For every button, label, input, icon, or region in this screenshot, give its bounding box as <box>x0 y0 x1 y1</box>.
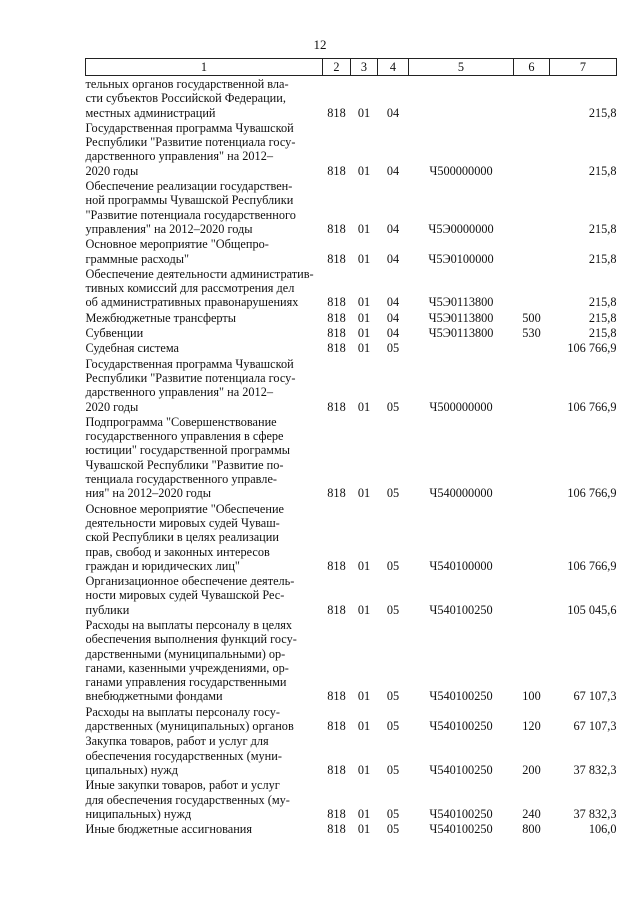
expense-type-cell <box>514 414 550 501</box>
expense-type-cell <box>514 356 550 414</box>
table-row <box>86 617 617 704</box>
expense-type-cell: 240 <box>522 806 541 821</box>
row-name-cell <box>86 76 323 120</box>
section-code-cell: 01 <box>357 558 371 573</box>
admin-code-cell: 818 <box>327 341 346 356</box>
row-name-line: Организационное обеспечение деятель- <box>85 574 295 589</box>
row-name-line: Основное мероприятие "Общепро- <box>85 237 269 252</box>
target-item-cell: Ч5Э0113800 <box>428 326 494 341</box>
target-item-cell: Ч5Э0000000 <box>428 221 494 236</box>
admin-code-cell: 818 <box>327 806 346 821</box>
row-name-line: публики <box>85 602 130 617</box>
row-name-line: деятельности мировых судей Чуваш- <box>85 515 280 530</box>
row-name-line: Расходы на выплаты персоналу госу- <box>85 704 280 719</box>
expense-type-cell <box>514 340 550 355</box>
target-item-cell: Ч540100250 <box>429 822 493 837</box>
table-row <box>86 573 617 617</box>
subsection-code-cell: 05 <box>386 486 400 501</box>
section-code-cell: 01 <box>357 602 371 617</box>
row-name-line: внебюджетными фондами <box>85 689 223 704</box>
target-item-cell: Ч500000000 <box>429 163 493 178</box>
amount-cell: 215,8 <box>588 310 617 325</box>
header-cell: 6 <box>514 59 550 76</box>
subsection-code-cell: 05 <box>386 689 400 704</box>
row-name-line: обеспечения государственных (муни- <box>85 748 282 763</box>
admin-code-cell: 818 <box>327 326 346 341</box>
amount-cell: 215,8 <box>588 105 617 120</box>
table-row <box>86 120 617 178</box>
header-cell: 2 <box>323 59 351 76</box>
subsection-code-cell: 04 <box>386 221 400 236</box>
row-name-line: Межбюджетные трансферты <box>85 310 237 325</box>
target-item-cell: Ч540100250 <box>429 719 493 734</box>
row-name-line: ния" на 2012–2020 годы <box>85 486 211 501</box>
table-row <box>86 704 617 734</box>
row-name-cell <box>86 821 323 836</box>
row-name-line: Подпрограмма "Совершенствование <box>85 414 277 429</box>
amount-cell: 106 766,9 <box>567 558 617 573</box>
amount-cell: 215,8 <box>588 251 617 266</box>
row-name-line: ганами, казенными учреждениями, ор- <box>85 660 289 675</box>
amount-cell: 106 766,9 <box>567 341 617 356</box>
row-name-cell <box>86 178 323 236</box>
row-name-line: граждан и юридических лиц" <box>85 558 240 573</box>
expense-type-cell: 100 <box>522 689 541 704</box>
row-name-line: Государственная программа Чувашской <box>85 120 294 135</box>
subsection-code-cell: 04 <box>386 105 400 120</box>
table-body <box>86 76 617 837</box>
subsection-code-cell: 04 <box>386 326 400 341</box>
row-name-line: об административных правонарушениях <box>85 295 299 310</box>
amount-cell: 106 766,9 <box>567 486 617 501</box>
admin-code-cell: 818 <box>327 221 346 236</box>
subsection-code-cell: 05 <box>386 341 400 356</box>
expense-type-cell <box>514 501 550 573</box>
row-name-cell <box>86 414 323 501</box>
admin-code-cell: 818 <box>327 719 346 734</box>
header-row <box>86 59 617 76</box>
target-item-cell: Ч5Э0113800 <box>428 295 494 310</box>
row-name-line: 2020 годы <box>85 399 139 414</box>
table-row <box>86 414 617 501</box>
subsection-code-cell: 05 <box>386 602 400 617</box>
target-item-cell: Ч500000000 <box>429 399 493 414</box>
header-cell: 5 <box>409 59 514 76</box>
row-name-cell <box>86 573 323 617</box>
row-name-line: ниципальных) нужд <box>85 806 192 821</box>
table-row <box>86 777 617 821</box>
section-code-cell: 01 <box>357 341 371 356</box>
subsection-code-cell: 04 <box>386 251 400 266</box>
table-row <box>86 340 617 355</box>
row-name-line: сти субъектов Российской Федерации, <box>85 91 286 106</box>
row-name-line: юстиции" государственной программы <box>85 443 291 458</box>
table-row <box>86 356 617 414</box>
table-row <box>86 821 617 836</box>
admin-code-cell: 818 <box>327 486 346 501</box>
amount-cell: 215,8 <box>588 163 617 178</box>
target-item-cell: Ч540100250 <box>429 602 493 617</box>
section-code-cell: 01 <box>357 486 371 501</box>
table-row <box>86 733 617 777</box>
section-code-cell: 01 <box>357 762 371 777</box>
row-name-line: Иные бюджетные ассигнования <box>85 822 253 837</box>
row-name-cell <box>86 356 323 414</box>
row-name-cell <box>86 617 323 704</box>
table-row <box>86 266 617 310</box>
target-item-cell <box>409 340 514 355</box>
row-name-cell <box>86 733 323 777</box>
table-row <box>86 310 617 325</box>
expense-type-cell <box>514 236 550 266</box>
admin-code-cell: 818 <box>327 762 346 777</box>
section-code-cell: 01 <box>357 822 371 837</box>
row-name-line: ципальных) нужд <box>85 762 179 777</box>
subsection-code-cell: 05 <box>386 558 400 573</box>
row-name-line: государственного управления в сфере <box>85 429 284 444</box>
expense-type-cell <box>514 178 550 236</box>
row-name-line: Обеспечение реализации государствен- <box>85 179 293 194</box>
row-name-line: Государственная программа Чувашской <box>85 356 294 371</box>
expense-type-cell: 530 <box>522 326 541 341</box>
expense-type-cell <box>514 266 550 310</box>
row-name-line: ганами управления государственными <box>85 675 287 690</box>
row-name-cell <box>86 266 323 310</box>
target-item-cell: Ч5Э0113800 <box>428 310 494 325</box>
row-name-line: ской Республики в целях реализации <box>85 530 279 545</box>
table-row <box>86 178 617 236</box>
section-code-cell: 01 <box>357 806 371 821</box>
row-name-line: Судебная система <box>85 341 179 356</box>
section-code-cell: 01 <box>357 326 371 341</box>
section-code-cell: 01 <box>357 310 371 325</box>
table-row <box>86 501 617 573</box>
amount-cell: 106 766,9 <box>567 399 617 414</box>
amount-cell: 215,8 <box>588 295 617 310</box>
amount-cell: 37 832,3 <box>573 762 617 777</box>
row-name-line: ности мировых судей Чувашской Рес- <box>85 588 285 603</box>
header-cell: 1 <box>86 59 323 76</box>
subsection-code-cell: 05 <box>386 399 400 414</box>
header-cell: 3 <box>351 59 378 76</box>
expense-type-cell <box>514 573 550 617</box>
admin-code-cell: 818 <box>327 822 346 837</box>
row-name-line: "Развитие потенциала государственного <box>85 207 296 222</box>
row-name-cell <box>86 120 323 178</box>
row-name-cell <box>86 236 323 266</box>
row-name-cell <box>86 501 323 573</box>
row-name-cell <box>86 777 323 821</box>
subsection-code-cell: 05 <box>386 762 400 777</box>
row-name-line: Закупка товаров, работ и услуг для <box>85 734 269 749</box>
row-name-line: прав, свобод и законных интересов <box>85 544 270 559</box>
admin-code-cell: 818 <box>327 602 346 617</box>
section-code-cell: 01 <box>357 719 371 734</box>
row-name-line: тельных органов государственной вла- <box>85 77 289 91</box>
section-code-cell: 01 <box>357 295 371 310</box>
section-code-cell: 01 <box>357 221 371 236</box>
subsection-code-cell: 04 <box>386 163 400 178</box>
subsection-code-cell: 04 <box>386 310 400 325</box>
admin-code-cell: 818 <box>327 689 346 704</box>
subsection-code-cell: 04 <box>386 295 400 310</box>
row-name-cell <box>86 704 323 734</box>
subsection-code-cell: 05 <box>386 806 400 821</box>
amount-cell: 67 107,3 <box>573 689 617 704</box>
section-code-cell: 01 <box>357 163 371 178</box>
section-code-cell: 01 <box>357 105 371 120</box>
admin-code-cell: 818 <box>327 310 346 325</box>
expense-type-cell: 500 <box>522 310 541 325</box>
target-item-cell <box>409 76 514 120</box>
row-name-line: дарственными (муниципальными) ор- <box>85 646 286 661</box>
subsection-code-cell: 05 <box>386 719 400 734</box>
target-item-cell: Ч540100000 <box>429 558 493 573</box>
amount-cell: 106,0 <box>588 822 617 837</box>
amount-cell: 37 832,3 <box>573 806 617 821</box>
row-name-line: Республики "Развитие потенциала госу- <box>85 135 296 150</box>
admin-code-cell: 818 <box>327 399 346 414</box>
row-name-line: 2020 годы <box>85 163 139 178</box>
target-item-cell: Ч540100250 <box>429 762 493 777</box>
table-row <box>86 76 617 120</box>
table-row <box>86 325 617 340</box>
header-cell: 4 <box>378 59 409 76</box>
table-row <box>86 236 617 266</box>
admin-code-cell: 818 <box>327 251 346 266</box>
row-name-line: местных администраций <box>85 105 216 120</box>
page-number: 12 <box>313 37 327 52</box>
expense-type-cell <box>514 76 550 120</box>
target-item-cell: Ч5Э0100000 <box>428 251 494 266</box>
expense-type-cell: 800 <box>522 822 541 837</box>
row-name-line: дарственного управления" на 2012– <box>85 385 273 400</box>
expense-type-cell: 120 <box>522 719 541 734</box>
row-name-line: тивных комиссий для рассмотрения дел <box>85 281 295 296</box>
row-name-line: тенциала государственного управле- <box>85 472 277 487</box>
row-name-cell <box>86 325 323 340</box>
row-name-line: Республики "Развитие потенциала госу- <box>85 370 296 385</box>
subsection-code-cell: 05 <box>386 822 400 837</box>
section-code-cell: 01 <box>357 251 371 266</box>
expense-type-cell <box>514 120 550 178</box>
section-code-cell: 01 <box>357 689 371 704</box>
target-item-cell: Ч540100250 <box>429 806 493 821</box>
amount-cell: 215,8 <box>588 326 617 341</box>
row-name-line: ной программы Чувашской Республики <box>85 193 294 208</box>
amount-cell: 105 045,6 <box>567 602 617 617</box>
amount-cell: 215,8 <box>588 221 617 236</box>
admin-code-cell: 818 <box>327 105 346 120</box>
admin-code-cell: 818 <box>327 558 346 573</box>
row-name-line: для обеспечения государственных (му- <box>85 792 290 807</box>
row-name-line: граммные расходы" <box>85 251 190 266</box>
row-name-line: Иные закупки товаров, работ и услуг <box>85 778 280 793</box>
row-name-line: управления" на 2012–2020 годы <box>85 221 253 236</box>
row-name-line: Расходы на выплаты персоналу в целях <box>85 617 293 632</box>
expense-type-cell: 200 <box>522 762 541 777</box>
target-item-cell: Ч540000000 <box>429 486 493 501</box>
row-name-line: Основное мероприятие "Обеспечение <box>85 501 284 516</box>
target-item-cell: Ч540100250 <box>429 689 493 704</box>
section-code-cell: 01 <box>357 399 371 414</box>
row-name-line: Обеспечение деятельности административ- <box>85 266 314 281</box>
row-name-line: Субвенции <box>85 326 144 341</box>
amount-cell: 67 107,3 <box>573 719 617 734</box>
row-name-line: дарственного управления" на 2012– <box>85 149 273 164</box>
row-name-line: обеспечения выполнения функций госу- <box>85 632 297 647</box>
admin-code-cell: 818 <box>327 295 346 310</box>
row-name-cell <box>86 310 323 325</box>
row-name-line: Чувашской Республики "Развитие по- <box>85 457 284 472</box>
row-name-cell <box>86 340 323 355</box>
header-cell: 7 <box>550 59 617 76</box>
budget-table <box>85 58 617 836</box>
admin-code-cell: 818 <box>327 163 346 178</box>
row-name-line: дарственных (муниципальных) органов <box>85 719 294 734</box>
